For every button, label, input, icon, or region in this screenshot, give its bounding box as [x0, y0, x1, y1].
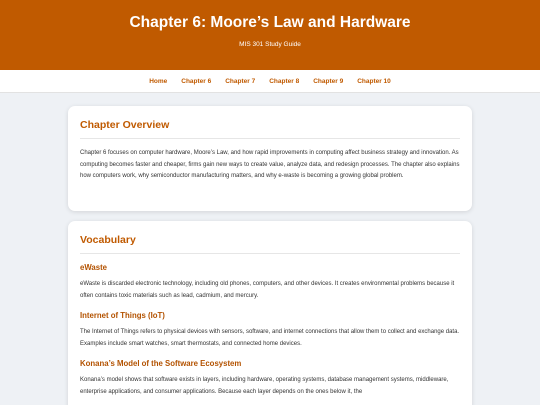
page-title: Chapter 6: Moore’s Law and Hardware [129, 14, 411, 31]
nav-link-chapter-9[interactable]: Chapter 9 [313, 77, 344, 85]
vocabulary-card [68, 221, 472, 405]
term-heading-konana: Konana’s Model of the Software Ecosystem [80, 359, 242, 368]
page-subtitle: MIS 301 Study Guide [239, 41, 301, 48]
overview-text: Chapter 6 focuses on computer hardware, Moore’s Law, and how rapid improvements in computing affect business strategy and innovation. As computing becomes faster and cheaper, firms gain new ways to create value, analyze data, and redesign processes. The chapter also explains how computers work, why semiconductor manufacturing matters, and why e-waste is becoming a growing global problem. [80, 150, 460, 179]
term-heading-ewaste: eWaste [80, 263, 108, 272]
nav-link-home[interactable]: Home [149, 77, 168, 85]
term-definition-iot: The Internet of Things refers to physical devices with sensors, software, and internet connections that allow them to collect and exchange data. Examples include smart watches, smart thermostats, and connected home devices. [80, 329, 460, 347]
page-header [0, 0, 540, 70]
main-content [0, 93, 540, 405]
vocabulary-heading: Vocabulary [80, 234, 460, 254]
overview-card [68, 106, 472, 211]
nav-link-chapter-10[interactable]: Chapter 10 [357, 77, 391, 85]
overview-heading: Chapter Overview [80, 119, 460, 139]
nav-link-chapter-7[interactable]: Chapter 7 [225, 77, 256, 85]
term-definition-konana: Konana’s model shows that software exists in layers, including hardware, operating systems, database management systems, middleware, enterprise applications, and consumer applications. Because each layer depends on the ones below it, the [80, 377, 449, 395]
term-heading-iot: Internet of Things (IoT) [80, 311, 165, 320]
nav-link-chapter-8[interactable]: Chapter 8 [269, 77, 300, 85]
term-definition-ewaste: eWaste is discarded electronic technology, including old phones, computers, and other devices. It creates environmental problems because it often contains toxic materials such as lead, cadmium, and mercury. [80, 281, 455, 299]
main-nav [0, 70, 540, 93]
nav-link-chapter-6[interactable]: Chapter 6 [181, 77, 212, 85]
